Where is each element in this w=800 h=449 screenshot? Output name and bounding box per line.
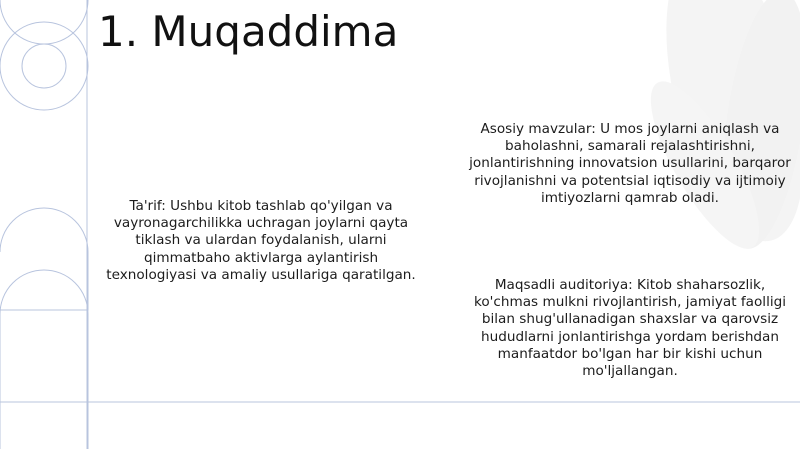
upper-circle-small: [22, 44, 66, 88]
target-audience-text: Maqsadli auditoriya: Kitob shaharsozlik, ko'chmas mulkni rivojlantirish, jamiyat faolligi bilan shug'ullanadigan shaxslar va qarovsiz hududlarni jonlantirishga yordam berishdan manfaatdor bo'lgan har bir kishi uchun mo'ljallangan.: [473, 277, 787, 380]
upper-circle-large: [0, 22, 88, 110]
middle-arch-shape: [0, 208, 88, 310]
lower-arch-shape: [0, 270, 88, 449]
main-topics-text: Asosiy mavzular: U mos joylarni aniqlash va baholashni, samarali rejalashtirishni, jonlantirishning innovatsion usullarini, barqaror rivojlanishni va potentsial iqtisodiy va ijtimoiy imtiyozlarni qamrab oladi.: [469, 121, 791, 206]
definition-text: Ta'rif: Ushbu kitob tashlab qo'yilgan va vayronagarchilikka uchragan joylarni qayta tiklash va ulardan foydalanish, ularni qimmatbaho aktivlarga aylantirish texnologiyasi va amaliy usullariga qaratilgan.: [106, 198, 416, 283]
slide-title: 1. Muqaddima: [98, 7, 399, 56]
